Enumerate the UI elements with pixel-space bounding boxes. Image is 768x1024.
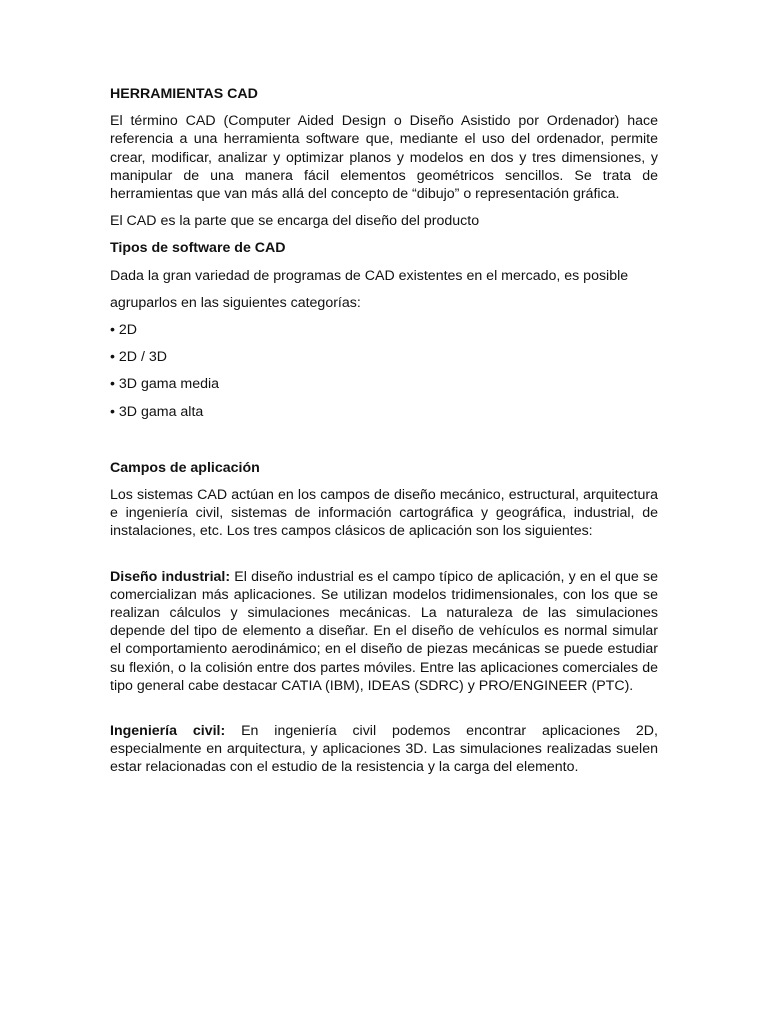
industrial-text: El diseño industrial es el campo típico de aplicación, y en el que se comercializan más aplicaciones. Se utilizan modelos tridimensionales, con los que se realizan cálculos y simulaciones mecánicas. La naturaleza de las simulaciones depende del tipo de elemento a diseñar. En el diseño de vehículos es normal simular el comportamiento aerodinámico; en el diseño de piezas mecánicas se puede estudiar su flexión, o la colisión entre dos partes móviles. Entre las aplicaciones comerciales de tipo general cabe destacar CATIA (IBM), IDEAS (SDRC) y PRO/ENGINEER (PTC). [110, 568, 658, 694]
document-title: HERRAMIENTAS CAD [110, 86, 258, 102]
software-heading: Tipos de software de CAD [110, 240, 286, 257]
civil-label: Ingeniería civil: [110, 723, 226, 740]
category-item-3d-media: • 3D gama media [110, 376, 220, 393]
civil-paragraph [110, 722, 658, 777]
intro-paragraph: El término CAD (Computer Aided Design o Diseño Asistido por Ordenador) hace referencia a una herramienta software que, mediante el uso del ordenador, permite crear, modificar, analizar y optimizar planos y modelos en dos y tres dimensiones, y manipular de una manera fácil elementos geométricos sencillos. Se trata de herramientas que van más allá del concepto de “dibujo” o representación gráfica. [110, 113, 658, 203]
category-item-3d-alta: • 3D gama alta [110, 403, 204, 420]
software-paragraph-1: Dada la gran variedad de programas de CAD existentes en el mercado, es posible [110, 267, 629, 284]
document-page [110, 85, 658, 777]
category-item-2d: • 2D [110, 322, 138, 339]
campos-paragraph: Los sistemas CAD actúan en los campos de diseño mecánico, estructural, arquitectura e ingeniería civil, sistemas de información cartográfica y geográfica, industrial, de instalaciones, etc. Los tres campos clásicos de aplicación son los siguientes: [110, 487, 658, 540]
category-list [110, 321, 658, 421]
category-item-2d-3d: • 2D / 3D [110, 349, 168, 366]
intro-paragraph-2: El CAD es la parte que se encarga del diseño del producto [110, 213, 480, 230]
industrial-paragraph [110, 568, 658, 695]
civil-text: En ingeniería civil podemos encontrar aplicaciones 2D, especialmente en arquitectura, y aplicaciones 3D. Las simulaciones realizadas suelen estar relacionadas con el estudio de la resistencia y la carga del elemento. [110, 723, 658, 776]
software-paragraph-2: agruparlos en las siguientes categorías: [110, 294, 361, 311]
industrial-label: Diseño industrial: [110, 568, 231, 585]
campos-heading: Campos de aplicación [110, 459, 260, 476]
